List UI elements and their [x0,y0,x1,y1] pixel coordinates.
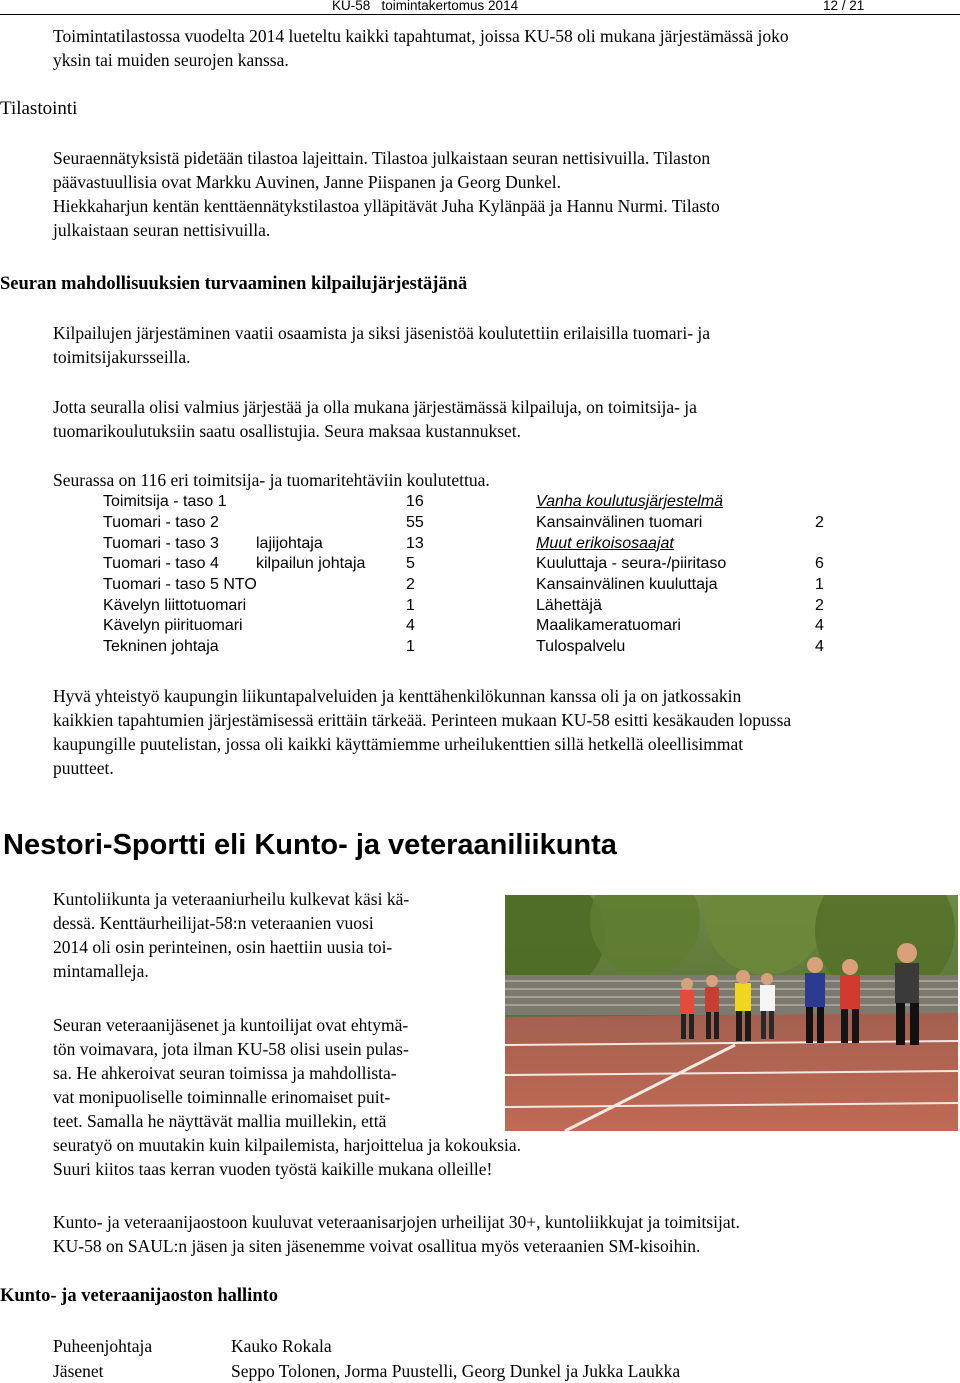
heading-nestori-sportti: Nestori-Sportti eli Kunto- ja veteraaniliikunta [3,829,617,861]
table-row-label: Maalikameratuomari [536,617,681,634]
table-row-count: 1 [406,597,415,614]
table-row-label: Tuomari - taso 5 NTO [103,576,257,593]
officials-table [0,492,960,658]
nestori-paragraph-3: Kunto- ja veteraanijaostoon kuuluvat veteraanisarjojen urheilijat 30+, kuntoliikkujat ja toimitsijat. KU-58 on SAUL:n jäsen ja siten jäsenemme voivat osallitua myös veteraanien SM-kisoihin. [53,1212,740,1256]
heading-jaoston-hallinto: Kunto- ja veteraanijaoston hallinto [0,1286,279,1306]
table-row-count: 4 [815,638,824,655]
hallinto-row [0,1359,960,1383]
table-row-label: Toimitsija - taso 1 [103,493,227,510]
kilpailu-paragraph-1: Kilpailujen järjestäminen vaatii osaamista ja siksi jäsenistöä koulutettiin erilaisilla tuomari- ja toimitsijakursseilla. [53,323,711,367]
table-row-label: Lähettäjä [536,597,602,614]
table-row-count: 2 [815,514,824,531]
table-row-count: 1 [815,576,824,593]
table-row-sub: kilpailun johtaja [256,555,366,572]
table-row-label: Kansainvälinen kuuluttaja [536,576,718,593]
heading-kilpailujarjestaja: Seuran mahdollisuuksien turvaaminen kilpailujärjestäjänä [0,274,468,294]
hallinto-role: Puheenjohtaja [53,1336,153,1356]
table-row-count: 2 [815,597,824,614]
document-title: KU-58 toimintakertomus 2014 [332,0,519,13]
table-row-count: 13 [406,535,424,552]
table-section-heading: Vanha koulutusjärjestelmä [536,493,724,510]
table-section-heading: Muut erikoisosaajat [536,535,674,552]
table-row-sub: lajijohtaja [256,535,323,552]
kilpailu-paragraph-2: Jotta seuralla olisi valmius järjestää ja olla mukana järjestämässä kilpailuja, on toimitsija- ja tuomarikoulutuksiin saatu osallistujia. Seura maksaa kustannukset. [53,397,697,441]
table-row-count: 2 [406,576,415,593]
table-row-label: Tuomari - taso 4 [103,555,219,572]
table-row-label: Tuomari - taso 2 [103,514,219,531]
table-row-label: Tulospalvelu [536,638,626,655]
table-row-count: 5 [406,555,415,572]
hallinto-row [0,1334,960,1358]
runners-photo-illustration [505,895,958,1131]
photo-runners-on-track [505,895,958,1131]
heading-tilastointi: Tilastointi [0,98,78,119]
nestori-paragraph-1: Kuntoliikunta ja veteraaniurheilu kulkevat käsi kä- dessä. Kenttäurheilijat-58:n veteraanien vuosi 2014 oli osin perinteinen, osin haettiin uusia toi- mintamalleja. [53,889,410,981]
tilastointi-paragraph: Seuraennätyksistä pidetään tilastoa lajeittain. Tilastoa julkaistaan seuran nettisivuilla. Tilaston päävastuullisia ovat Markku Auvinen, Janne Piispanen ja Georg Dunkel. Hiekkaharjun kentän kenttäennätykstilastoa ylläpitävät Juha Kylänpää ja Hannu Nurmi. Tilasto julkaistaan seuran nettisivuilla. [53,148,720,240]
nestori-paragraph-2: Seuran veteraanijäsenet ja kuntoilijat ovat ehtymä- tön voimavara, jota ilman KU-58 olisi usein pulas- sa. He ahkeroivat seuran toimissa ja mahdollista- vat monipuoliselle toiminnalle erinomaiset puit- teet. Samalla he näyttävät mallia muillekin, että seuratyö on muutakin kuin kilpailemista, harjoittelua ja kokouksia. Suuri kiitos taas kerran vuoden työstä kaikille mukana olleille! [53,1015,522,1179]
table-row-count: 16 [406,493,424,510]
table-row-label: Kävelyn piirituomari [103,617,243,634]
hallinto-name: Kauko Rokala [231,1336,332,1356]
page-header [0,0,960,14]
table-row-label: Kuuluttaja - seura-/piiritaso [536,555,727,572]
table-row-count: 55 [406,514,424,531]
page-number: 12 / 21 [823,0,865,13]
yhteistyo-paragraph: Hyvä yhteistyö kaupungin liikuntapalveluiden ja kenttähenkilökunnan kanssa oli ja on jatkossakin kaikkien tapahtumien järjestämisessä erittäin tärkeää. Perinteen mukaan KU-58 esitti kesäkauden lopussa kaupungille puutelistan, jossa oli kaikki käyttämiemme urheilukenttien sillä hetkellä oleellisimmat puutteet. [53,686,792,778]
table-row-count: 1 [406,638,415,655]
hallinto-role: Jäsenet [53,1361,104,1381]
intro-paragraph: Toimintatilastossa vuodelta 2014 lueteltu kaikki tapahtumat, joissa KU-58 oli mukana järjestämässä joko yksin tai muiden seurojen kanssa. [53,26,789,70]
table-row-label: Kansainvälinen tuomari [536,514,703,531]
table-row-count: 4 [406,617,415,634]
table-row-label: Kävelyn liittotuomari [103,597,247,614]
header-divider [0,14,960,15]
hallinto-name: Seppo Tolonen, Jorma Puustelli, Georg Dunkel ja Jukka Laukka [231,1361,681,1381]
table-row-count: 4 [815,617,824,634]
table-row-label: Tekninen johtaja [103,638,219,655]
kilpailu-paragraph-3: Seurassa on 116 eri toimitsija- ja tuomaritehtäviin koulutettua. [53,470,490,490]
table-row-label: Tuomari - taso 3 [103,535,219,552]
table-row-count: 6 [815,555,824,572]
